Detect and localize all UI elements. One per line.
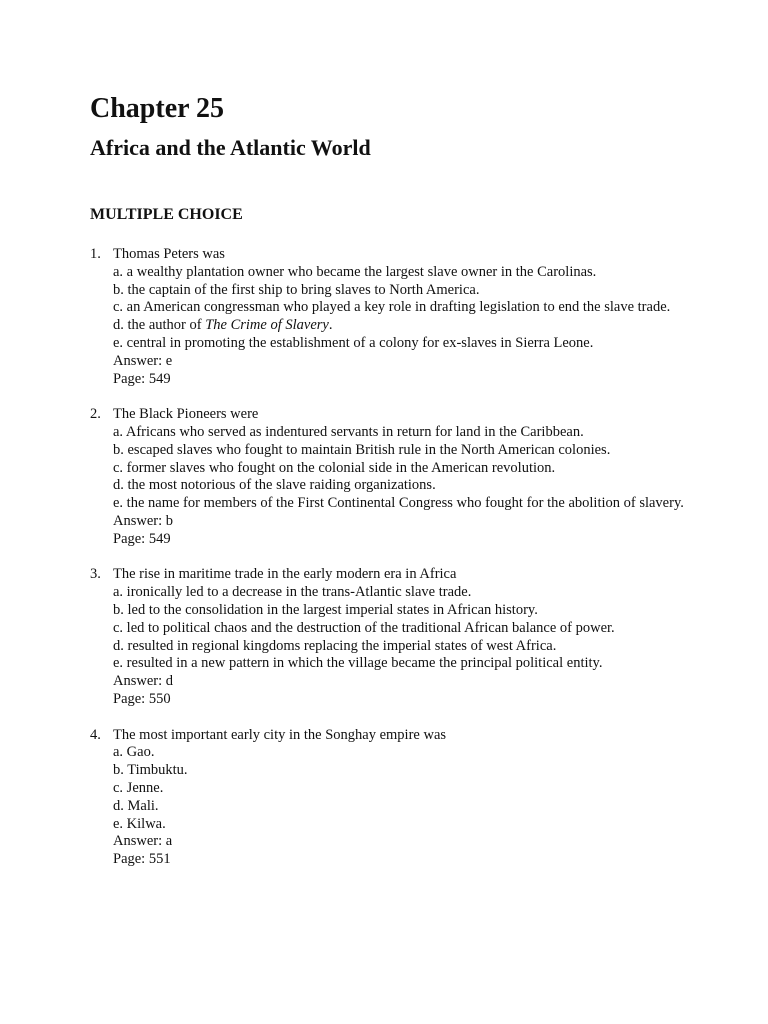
page-reference: Page: 549	[113, 370, 171, 387]
question-list	[90, 246, 690, 869]
question-item	[90, 246, 690, 388]
question-stem: The most important early city in the Songhay empire was	[113, 726, 447, 743]
option-item: e. central in promoting the establishment of a colony for ex-slaves in Sierra Leone.	[113, 334, 594, 351]
option-item: b. led to the consolidation in the largest imperial states in African history.	[113, 601, 538, 618]
question-item	[90, 406, 690, 548]
question-number: 2.	[90, 406, 101, 423]
answer-line: Answer: e	[113, 352, 173, 369]
question-stem: Thomas Peters was	[113, 246, 225, 262]
option-list	[113, 584, 690, 673]
chapter-title: Chapter 25	[90, 93, 225, 124]
page-reference: Page: 551	[113, 851, 171, 868]
option-item: c. former slaves who fought on the colonial side in the American revolution.	[113, 459, 556, 476]
option-item: d. the most notorious of the slave raiding organizations.	[113, 477, 436, 494]
option-list	[113, 264, 690, 353]
section-heading: MULTIPLE CHOICE	[90, 206, 243, 223]
question-number: 4.	[90, 726, 101, 743]
answer-line: Answer: d	[113, 673, 174, 690]
option-text-end: .	[328, 317, 333, 334]
page-reference: Page: 549	[113, 530, 171, 547]
option-item: c. Jenne.	[113, 779, 164, 796]
option-item: b. Timbuktu.	[113, 762, 188, 779]
book-title: The Crime of Slavery	[205, 317, 329, 334]
option-item	[113, 317, 690, 335]
option-list	[113, 424, 690, 513]
question-stem: The rise in maritime trade in the early modern era in Africa	[113, 566, 457, 583]
question-item	[90, 727, 690, 869]
chapter-subtitle: Africa and the Atlantic World	[90, 135, 371, 160]
question-item	[90, 566, 690, 708]
option-list	[113, 744, 690, 833]
answer-line: Answer: b	[113, 512, 174, 529]
option-item: e. resulted in a new pattern in which the village became the principal political entity.	[113, 655, 603, 672]
option-item: c. an American congressman who played a key role in drafting legislation to end the slave trade.	[113, 299, 671, 316]
option-text: d. the author of	[113, 317, 206, 334]
option-item: b. escaped slaves who fought to maintain British rule in the North American colonies.	[113, 441, 611, 458]
answer-line: Answer: a	[113, 833, 173, 850]
option-item: a. Gao.	[113, 744, 155, 761]
option-item: d. Mali.	[113, 797, 159, 814]
question-stem: The Black Pioneers were	[113, 406, 259, 423]
option-item: a. Africans who served as indentured servants in return for land in the Caribbean.	[113, 423, 584, 440]
question-number: 1.	[90, 246, 101, 262]
option-item: b. the captain of the first ship to bring slaves to North America.	[113, 281, 480, 298]
option-item: e. the name for members of the First Continental Congress who fought for the abolition of slavery.	[113, 495, 684, 512]
question-number: 3.	[90, 566, 101, 583]
page-reference: Page: 550	[113, 690, 171, 707]
option-item: e. Kilwa.	[113, 815, 166, 832]
option-item: a. ironically led to a decrease in the trans-Atlantic slave trade.	[113, 584, 472, 601]
option-item: d. resulted in regional kingdoms replacing the imperial states of west Africa.	[113, 637, 557, 654]
option-item: c. led to political chaos and the destruction of the traditional African balance of power.	[113, 619, 615, 636]
option-item: a. a wealthy plantation owner who became the largest slave owner in the Carolinas.	[113, 263, 597, 280]
